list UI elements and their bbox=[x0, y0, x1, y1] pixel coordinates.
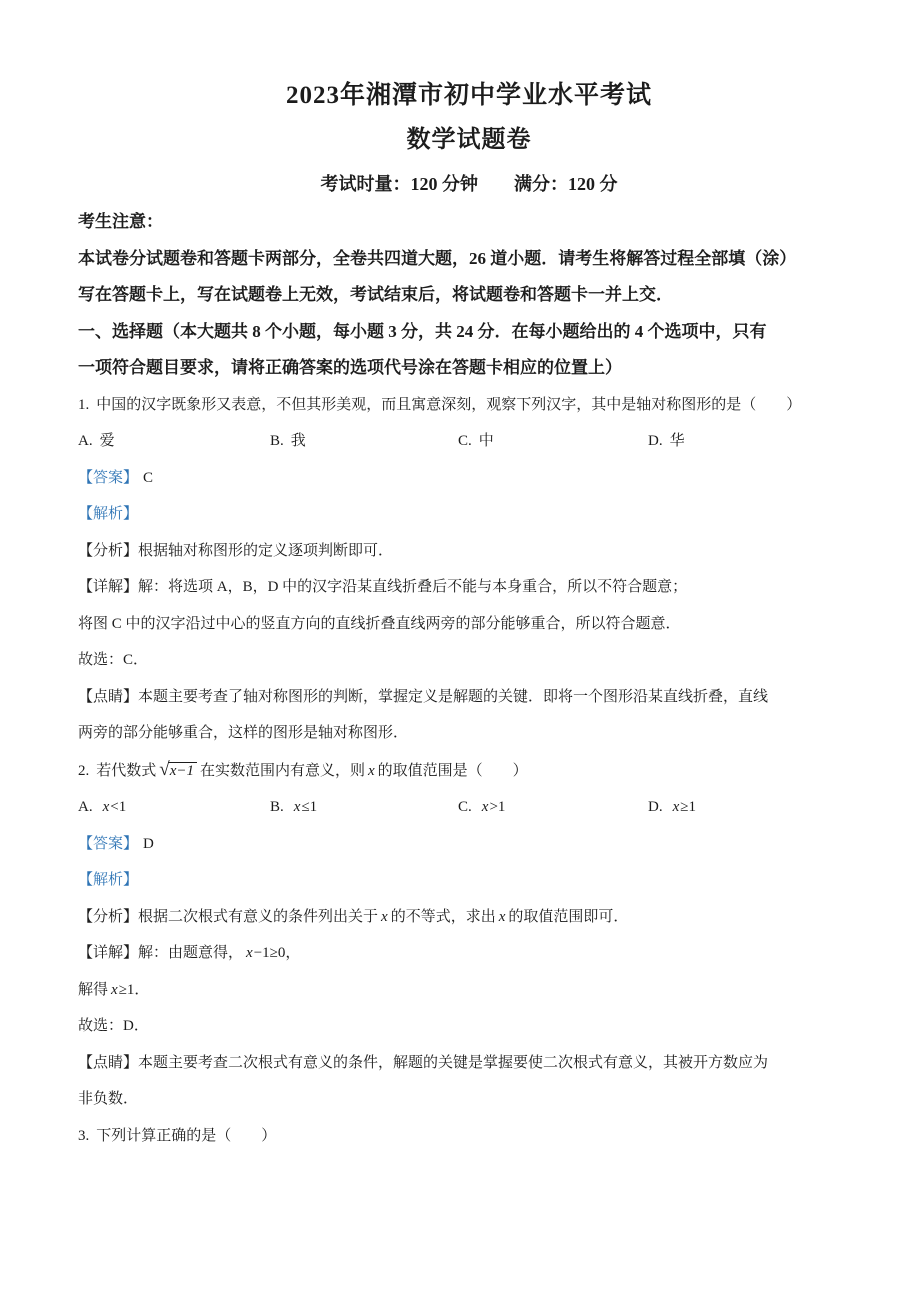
section-heading-line-1: 一、选择题（本大题共 8 个小题，每小题 3 分，共 24 分．在每小题给出的 4 个选项中，只有 bbox=[78, 321, 767, 341]
question-1-note-line-2: 两旁的部分能够重合，这样的图形是轴对称图形． bbox=[78, 725, 409, 741]
solve-text: ≥1． bbox=[118, 981, 150, 998]
question-2-number: 2. bbox=[78, 762, 90, 779]
detail-text: 【详解】解：由题意得， bbox=[78, 945, 244, 961]
variable-x: x bbox=[368, 762, 375, 779]
solve-text: 解得 bbox=[78, 981, 109, 998]
detail-text: −1≥0， bbox=[253, 945, 301, 961]
option-relation: ≤1 bbox=[301, 799, 318, 815]
option-relation: >1 bbox=[489, 799, 506, 815]
question-1-conclusion-line: 故选：C． bbox=[78, 652, 149, 668]
section-heading-line-2: 一项符合题目要求，请将正确答案的选项代号涂在答题卡相应的位置上） bbox=[78, 358, 622, 377]
exam-subtitle: 数学试题卷 bbox=[406, 127, 532, 153]
notice-line-1: 本试卷分试题卷和答题卡两部分，全卷共四道大题，26 道小题．请考生将解答过程全部填（涂） bbox=[78, 248, 797, 268]
question-1-analysis-label-line bbox=[78, 496, 860, 533]
option-variable: x bbox=[102, 799, 110, 815]
question-1-text bbox=[78, 387, 860, 424]
option-variable: x bbox=[293, 799, 301, 815]
notice-heading: 考生注意： bbox=[78, 212, 163, 231]
question-2-note-line-2: 非负数． bbox=[78, 1091, 139, 1107]
option-label: C. bbox=[458, 799, 472, 815]
question-1-option-c bbox=[458, 423, 648, 460]
question-2-conclusion-line: 故选：D． bbox=[78, 1018, 149, 1034]
option-text: 爱 bbox=[99, 433, 115, 449]
question-1-note-line-1: 【点睛】本题主要考查了轴对称图形的判断，掌握定义是解题的关键．即将一个图形沿某直线折叠，直线 bbox=[78, 688, 769, 705]
question-1-option-d bbox=[648, 423, 860, 460]
question-3-number: 3. bbox=[78, 1127, 90, 1144]
option-label: D. bbox=[648, 799, 663, 815]
answer-label: 【答案】 bbox=[78, 469, 139, 486]
option-text: 中 bbox=[478, 433, 494, 449]
variable-x: x bbox=[498, 908, 506, 925]
question-2-note-line-1: 【点睛】本题主要考查二次根式有意义的条件，解题的关键是掌握要使二次根式有意义，其被开方数应为 bbox=[78, 1054, 769, 1071]
question-1-answer-line bbox=[78, 460, 860, 497]
question-2-option-a bbox=[78, 789, 270, 826]
option-label: B. bbox=[270, 433, 284, 449]
option-relation: ≥1 bbox=[680, 799, 696, 815]
question-1-number: 1. bbox=[78, 396, 90, 413]
notice-line-2: 写在答题卡上，写在试题卷上无效，考试结束后，将试题卷和答题卡一并上交． bbox=[78, 285, 673, 304]
variable-x: x bbox=[111, 981, 118, 998]
question-2-detail-line bbox=[78, 935, 860, 972]
question-2-text bbox=[78, 752, 860, 790]
answer-value: C bbox=[143, 469, 154, 486]
question-2-analysis-label-line bbox=[78, 862, 860, 899]
question-2-answer-line bbox=[78, 826, 860, 863]
sqrt-expression bbox=[159, 758, 197, 780]
analysis-label: 【解析】 bbox=[78, 506, 139, 522]
question-2-solve-line bbox=[78, 972, 860, 1009]
question-3-stem: 下列计算正确的是（ ） bbox=[96, 1127, 277, 1144]
option-label: D. bbox=[648, 433, 663, 449]
answer-label: 【答案】 bbox=[78, 835, 139, 852]
question-2-option-c bbox=[458, 789, 648, 826]
analysis-text: 的不等式，求出 bbox=[390, 908, 496, 925]
option-label: C. bbox=[458, 433, 472, 449]
sqrt-radicand: x−1 bbox=[168, 762, 197, 779]
question-1-option-b bbox=[270, 423, 458, 460]
question-2-options-row bbox=[78, 789, 860, 826]
option-text: 我 bbox=[290, 433, 306, 449]
question-2-option-d bbox=[648, 789, 860, 826]
option-label: A. bbox=[78, 799, 93, 815]
question-1-detail-line-2: 将图 C 中的汉字沿过中心的竖直方向的直线折叠直线两旁的部分能够重合，所以符合题意． bbox=[78, 615, 681, 632]
option-relation: <1 bbox=[110, 799, 127, 815]
option-label: A. bbox=[78, 433, 93, 449]
analysis-text: 【分析】根据二次根式有意义的条件列出关于 bbox=[78, 908, 379, 925]
option-variable: x bbox=[672, 799, 680, 815]
analysis-label: 【解析】 bbox=[78, 872, 139, 888]
question-1-stem: 中国的汉字既象形又表意，不但其形美观，而且寓意深刻，观察下列汉字，其中是轴对称图形的是（ ） bbox=[96, 396, 802, 413]
exam-title: 2023年湘潭市初中学业水平考试 bbox=[285, 82, 652, 109]
option-text: 华 bbox=[669, 433, 685, 449]
question-1-detail-line-1: 【详解】解：将选项 A，B，D 中的汉字沿某直线折叠后不能与本身重合，所以不符合题意； bbox=[78, 579, 688, 595]
question-2-stem-post: 的取值范围是（ ） bbox=[377, 762, 528, 779]
question-1-options-row bbox=[78, 423, 860, 460]
question-2-stem-pre: 若代数式 bbox=[96, 762, 157, 779]
sqrt-symbol: √ bbox=[159, 758, 170, 780]
variable-x: x bbox=[246, 945, 253, 961]
variable-x: x bbox=[381, 908, 388, 925]
question-2-analysis-line bbox=[78, 899, 860, 936]
question-2-option-b bbox=[270, 789, 458, 826]
exam-meta-line: 考试时量：120 分钟 满分：120 分 bbox=[320, 174, 618, 194]
question-3-text bbox=[78, 1118, 860, 1155]
option-variable: x bbox=[481, 799, 489, 815]
analysis-text: 的取值范围即可． bbox=[508, 908, 629, 925]
question-2-stem-mid: 在实数范围内有意义，则 bbox=[199, 762, 365, 779]
option-label: B. bbox=[270, 799, 284, 815]
question-1-analysis-line: 【分析】根据轴对称图形的定义逐项判断即可． bbox=[78, 542, 394, 559]
question-1-option-a bbox=[78, 423, 270, 460]
answer-value: D bbox=[143, 835, 154, 852]
